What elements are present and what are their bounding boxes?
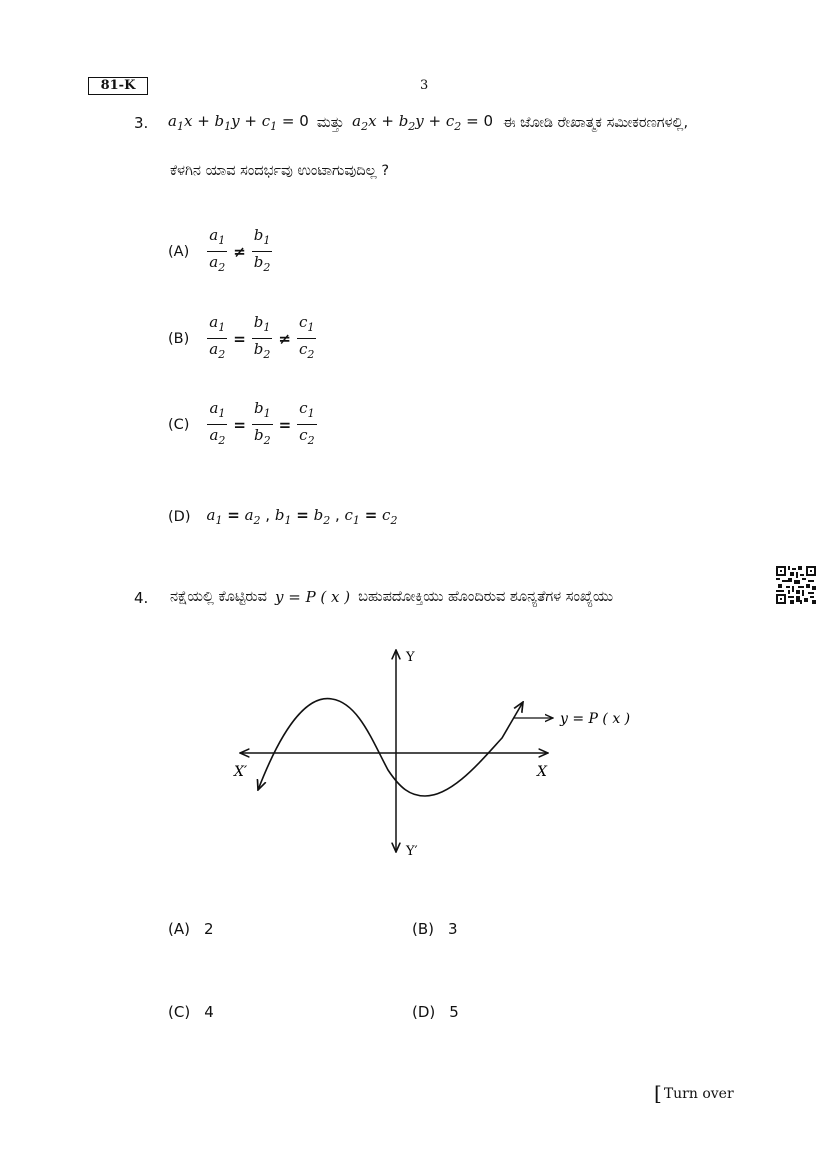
qr-code-icon [776, 566, 816, 604]
q4-stem [170, 588, 613, 606]
polynomial-curve [258, 699, 523, 796]
q3-option-b-label: (B) [168, 330, 190, 347]
q4-option-d[interactable] [412, 1003, 459, 1021]
q4-function-label: y = P ( x ) [274, 588, 351, 606]
q3-equation-2: $a_2x + b_2y + c_2 = 0$ [352, 112, 493, 133]
x-axis-right-label: X [537, 764, 547, 780]
polynomial-graph [230, 640, 650, 860]
q3-option-b[interactable] [168, 313, 318, 364]
q3-option-a-expression: $\frac{a_1}{a_2}$ ≠ $\frac{b_1}{b_2}$ [209, 226, 271, 274]
page-number: 3 [420, 78, 429, 93]
q4-option-d-label: (D) [412, 1003, 436, 1021]
q3-number: 3. [134, 114, 149, 132]
q4-option-b-value: 3 [448, 920, 458, 938]
q4-option-a-value: 2 [203, 920, 214, 938]
q3-option-b-expression: $\frac{a_1}{a_2}$ = $\frac{b_1}{b_2}$ ≠ $\frac{c_1}{c_2}$ [209, 313, 315, 361]
q4-option-a-label: (A) [168, 920, 190, 938]
q3-stem-tail: ಈ ಜೋಡಿ ರೇಖಾತ್ಮಕ ಸಮೀಕರಣಗಳಲ್ಲಿ, [502, 114, 689, 131]
q3-option-c[interactable] [168, 399, 319, 450]
q4-stem-after: ಬಹುಪದೋಕ್ತಿಯು ಹೊಂದಿರುವ ಶೂನ್ಯತೆಗಳ ಸಂಖ್ಯೆಯು [358, 589, 614, 605]
q4-option-b[interactable] [412, 920, 458, 938]
q3-stem-line1 [168, 112, 688, 133]
q3-option-a[interactable] [168, 226, 274, 277]
x-axis-left-label: X′ [234, 764, 248, 780]
q4-option-c-label: (C) [168, 1003, 191, 1021]
q4-number: 4. [134, 589, 149, 607]
turn-over-note: [ Turn over [654, 1081, 734, 1105]
q4-option-b-label: (B) [412, 920, 434, 938]
turn-over-text: Turn over [663, 1086, 734, 1102]
paper-code: 81-K [88, 77, 148, 95]
q3-option-d-expression: $a_1 = a_2$ , $b_1 = b_2$ , $c_1 = c_2$ [206, 506, 398, 527]
q3-option-d[interactable] [168, 506, 397, 527]
q3-option-d-label: (D) [168, 508, 191, 525]
y-axis-top-label: Y [406, 650, 415, 665]
q4-option-d-value: 5 [449, 1003, 459, 1021]
q3-option-a-label: (A) [168, 243, 190, 260]
q3-stem-line2: ಕೆಳಗಿನ ಯಾವ ಸಂದರ್ಭವು ಉಂಟಾಗುವುದಿಲ್ಲ ? [170, 163, 390, 179]
q3-option-c-expression: $\frac{a_1}{a_2}$ = $\frac{b_1}{b_2}$ = $\frac{c_1}{c_2}$ [209, 399, 315, 447]
q4-option-c-value: 4 [204, 1003, 214, 1021]
q3-option-c-label: (C) [168, 416, 190, 433]
y-axis-bottom-label: Y′ [406, 844, 418, 859]
q3-equation-1: $a_1x + b_1y + c_1 = 0$ [168, 112, 309, 133]
q4-option-c[interactable] [168, 1003, 214, 1021]
q4-stem-before: ನಕ್ಷೆಯಲ್ಲಿ ಕೊಟ್ಟಿರುವ [170, 589, 267, 605]
q3-connector: ಮತ್ತು [316, 114, 345, 131]
q4-option-a[interactable] [168, 920, 214, 938]
curve-label: y = P ( x ) [560, 711, 631, 727]
